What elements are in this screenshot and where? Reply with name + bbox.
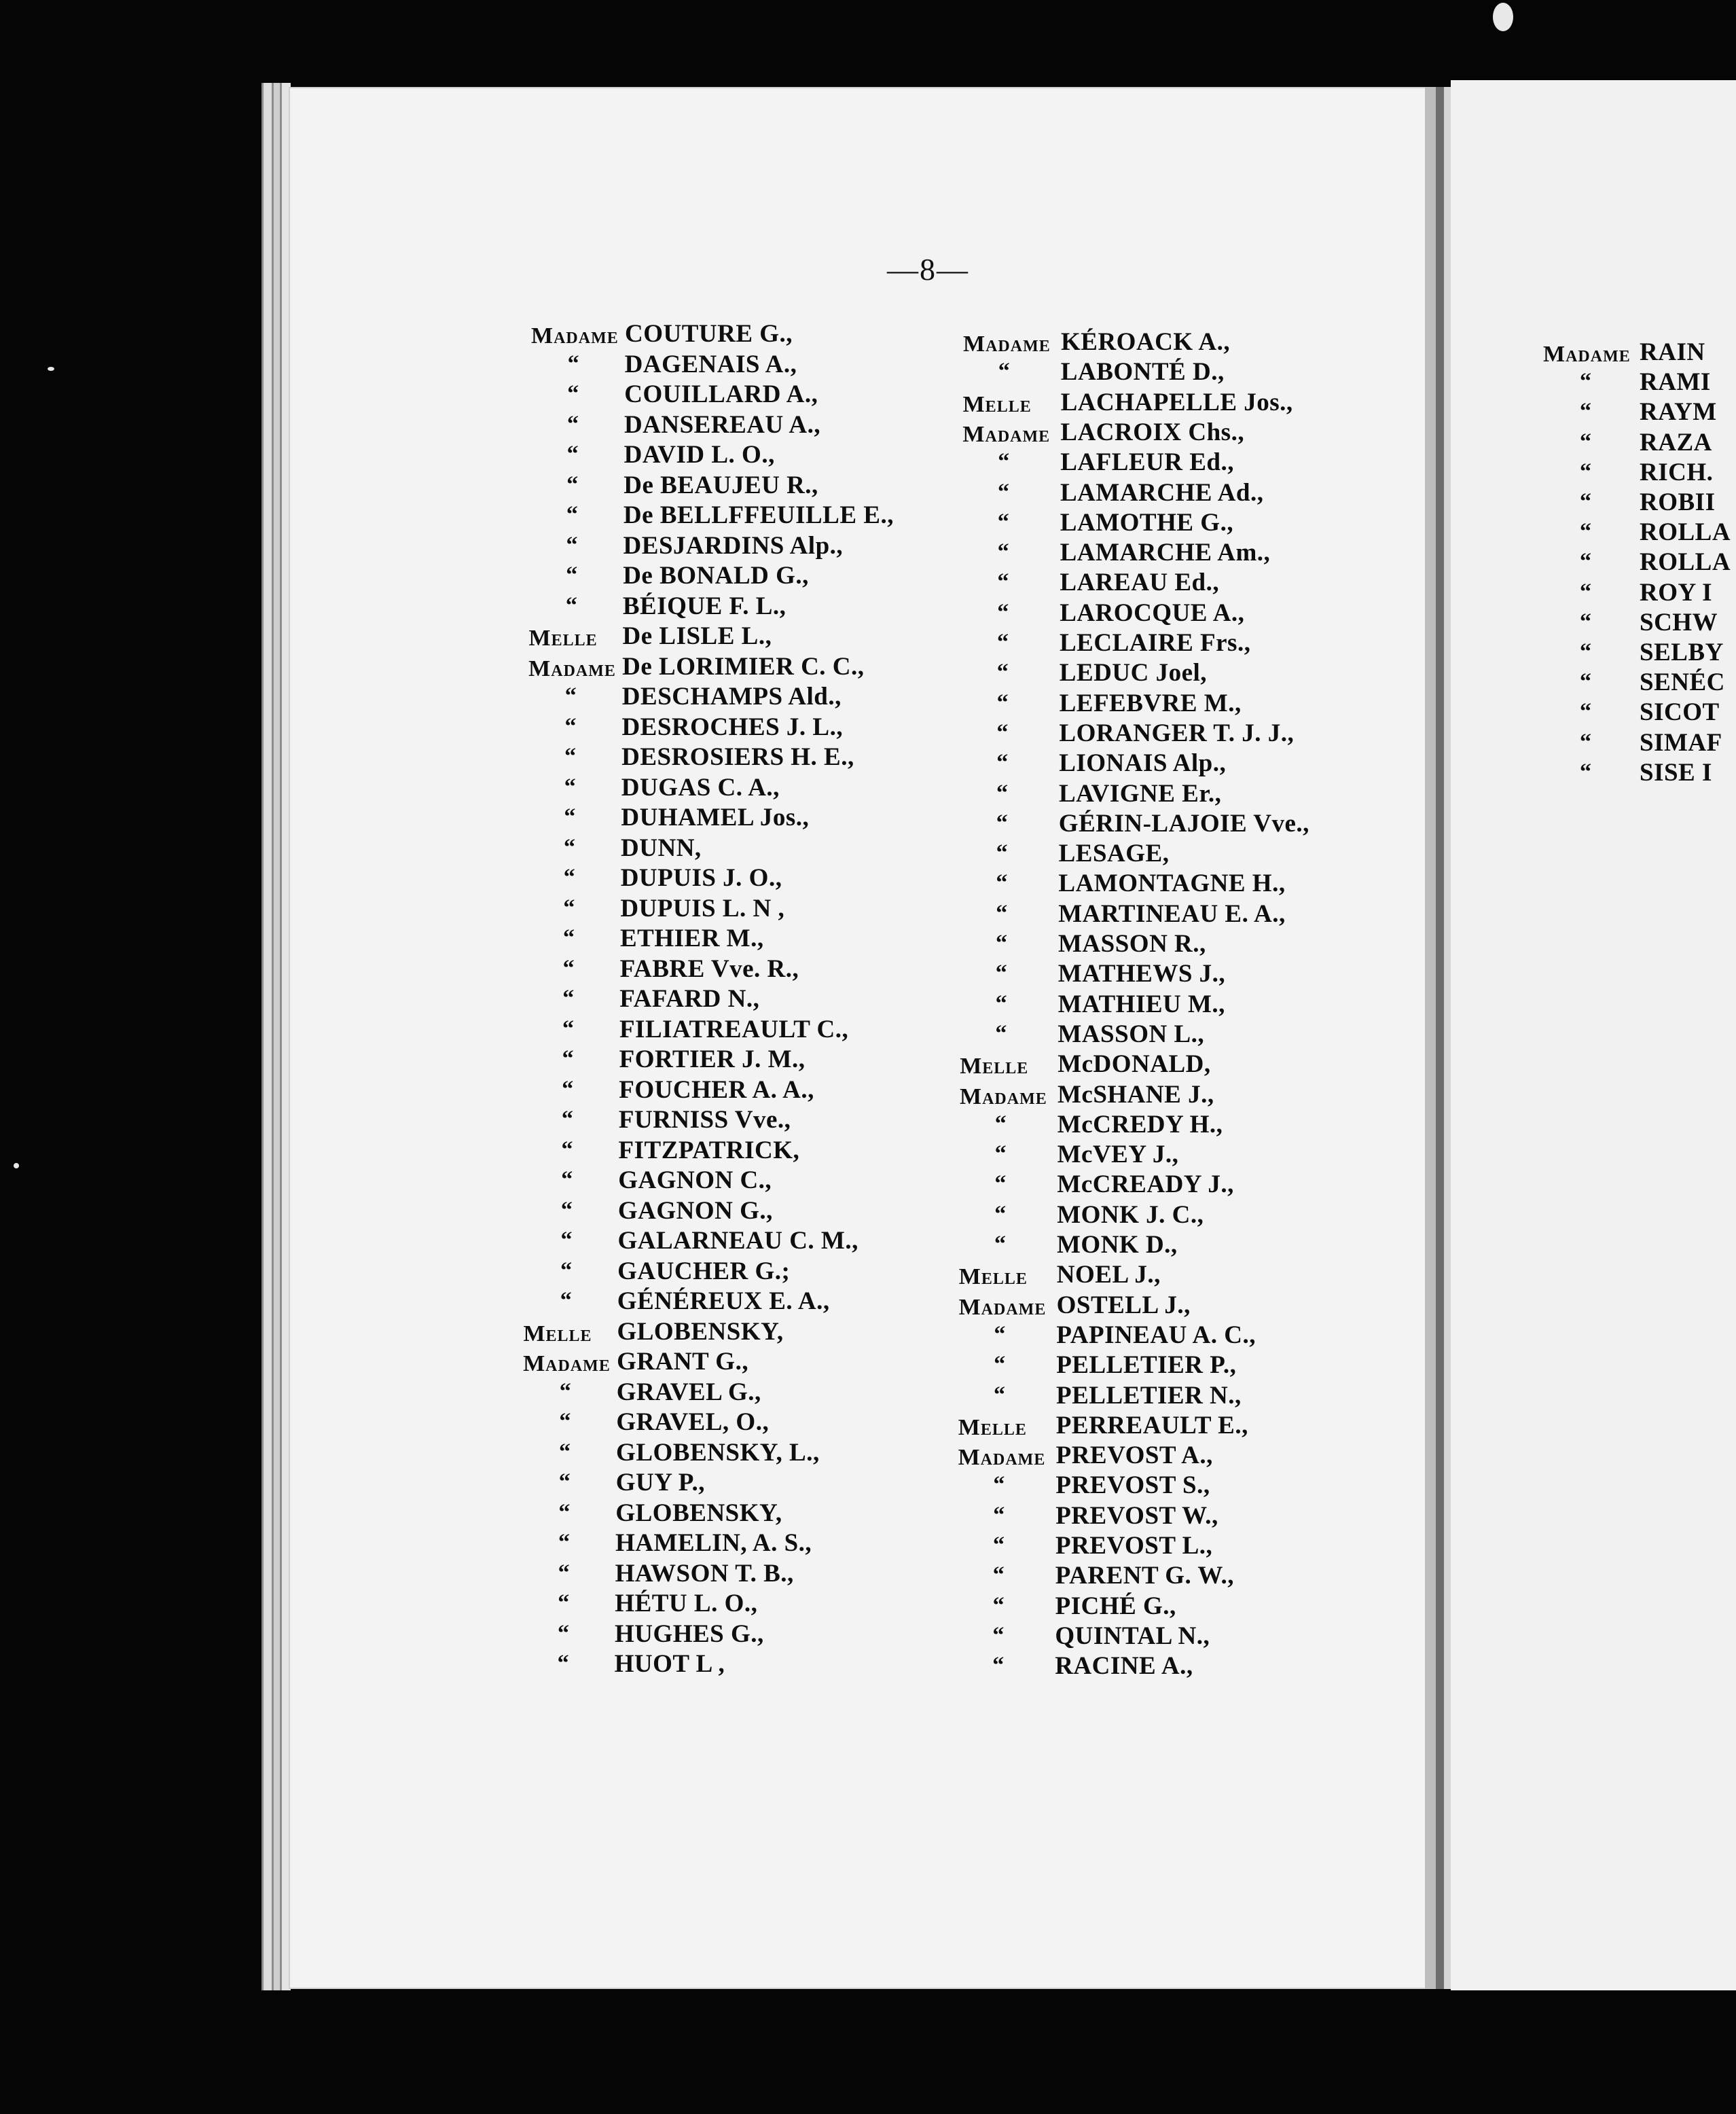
ditto-mark: “ bbox=[993, 1502, 1005, 1528]
ditto-mark: “ bbox=[1580, 399, 1591, 425]
ditto-mark: “ bbox=[557, 1651, 569, 1676]
ditto-mark: “ bbox=[994, 1171, 1007, 1197]
honorific: Madame bbox=[523, 1351, 611, 1376]
binding-gutter bbox=[1436, 87, 1444, 1989]
person-name: PREVOST L., bbox=[1055, 1532, 1213, 1560]
ditto-mark: “ bbox=[1580, 699, 1591, 725]
person-name: NOEL J., bbox=[1056, 1261, 1161, 1289]
person-name: RAYM bbox=[1640, 398, 1717, 427]
honorific: Melle bbox=[528, 626, 598, 651]
person-name: PREVOST W., bbox=[1055, 1501, 1218, 1530]
ditto-mark: “ bbox=[564, 713, 577, 739]
person-name: DUPUIS J. O., bbox=[620, 864, 782, 892]
ditto-mark: “ bbox=[992, 1592, 1005, 1618]
person-name: GUY P., bbox=[615, 1469, 705, 1497]
person-name: PELLETIER N., bbox=[1056, 1381, 1242, 1410]
ditto-mark: “ bbox=[994, 1111, 1007, 1136]
person-name: De BEAUJEU R., bbox=[623, 471, 818, 499]
person-name: LAMARCHE Ad., bbox=[1060, 478, 1264, 507]
person-name: QUINTAL N., bbox=[1055, 1622, 1210, 1650]
person-name: LIONAIS Alp., bbox=[1059, 749, 1227, 778]
ditto-mark: “ bbox=[1580, 729, 1591, 755]
person-name: LEFEBVRE M., bbox=[1059, 689, 1242, 717]
ditto-mark: “ bbox=[1580, 759, 1591, 785]
ditto-mark: “ bbox=[558, 1499, 571, 1525]
person-name: LAMARCHE Am., bbox=[1060, 539, 1271, 567]
person-name: LACROIX Chs., bbox=[1060, 418, 1245, 446]
person-name: LABONTÉ D., bbox=[1060, 358, 1225, 387]
person-name: McDONALD, bbox=[1057, 1050, 1211, 1079]
person-name: FITZPATRICK, bbox=[618, 1136, 800, 1164]
ditto-mark: “ bbox=[558, 1590, 570, 1615]
ditto-mark: “ bbox=[564, 774, 576, 800]
person-name: LAFLEUR Ed., bbox=[1060, 448, 1234, 477]
person-name: RAZA bbox=[1640, 428, 1712, 456]
person-name: SICOT bbox=[1640, 698, 1720, 727]
ditto-mark: “ bbox=[997, 630, 1009, 655]
binding-edge bbox=[1444, 87, 1451, 1989]
ditto-mark: “ bbox=[996, 900, 1008, 926]
page-number: —8— bbox=[887, 252, 969, 287]
person-name: LAMONTAGNE H., bbox=[1058, 870, 1286, 898]
ditto-mark: “ bbox=[1580, 549, 1591, 575]
person-name: FURNISS Vve., bbox=[618, 1106, 791, 1134]
ditto-mark: “ bbox=[564, 744, 577, 769]
ditto-mark: “ bbox=[1580, 429, 1591, 454]
ditto-mark: “ bbox=[994, 1201, 1007, 1227]
person-name: LACHAPELLE Jos., bbox=[1060, 388, 1293, 416]
ditto-mark: “ bbox=[1580, 519, 1591, 545]
person-name: GÉNÉREUX E. A., bbox=[617, 1287, 830, 1315]
person-name: DESCHAMPS Ald., bbox=[621, 683, 842, 711]
ditto-mark: “ bbox=[560, 1197, 573, 1223]
person-name: PICHÉ G., bbox=[1055, 1592, 1176, 1620]
ditto-mark: “ bbox=[1580, 489, 1591, 514]
ditto-mark: “ bbox=[564, 834, 576, 860]
person-name: GAUCHER G.; bbox=[617, 1257, 791, 1285]
person-name: PREVOST A., bbox=[1055, 1441, 1213, 1470]
ditto-mark: “ bbox=[994, 1321, 1006, 1347]
person-name: MASSON R., bbox=[1058, 930, 1206, 958]
ditto-mark: “ bbox=[995, 1020, 1007, 1046]
ditto-mark: “ bbox=[997, 599, 1009, 625]
ditto-mark: “ bbox=[995, 961, 1007, 986]
person-name: LEDUC Joel, bbox=[1059, 659, 1208, 687]
person-name: DUHAMEL Jos., bbox=[621, 804, 810, 831]
person-name: LECLAIRE Frs., bbox=[1060, 629, 1251, 657]
person-name: McCREDY H., bbox=[1057, 1110, 1223, 1139]
ditto-mark: “ bbox=[562, 1046, 574, 1071]
ditto-mark: “ bbox=[564, 804, 576, 829]
honorific: Madame bbox=[960, 1083, 1047, 1109]
person-name: FORTIER J. M., bbox=[619, 1045, 806, 1073]
person-name: LORANGER T. J. J., bbox=[1059, 719, 1295, 747]
ditto-mark: “ bbox=[996, 931, 1007, 956]
ditto-mark: “ bbox=[994, 1141, 1007, 1167]
person-name: ROLLA bbox=[1640, 518, 1731, 547]
ditto-mark: “ bbox=[1580, 369, 1591, 395]
honorific: Madame bbox=[531, 323, 619, 348]
person-name: FABRE Vve. R., bbox=[619, 954, 799, 983]
person-name: LAROCQUE A., bbox=[1060, 598, 1245, 627]
ditto-mark: “ bbox=[562, 955, 575, 981]
person-name: PERREAULT E., bbox=[1055, 1411, 1248, 1439]
person-name: PAPINEAU A. C., bbox=[1056, 1321, 1256, 1349]
ditto-mark: “ bbox=[997, 569, 1009, 595]
person-name: De LORIMIER C. C., bbox=[622, 652, 865, 681]
person-name: DANSEREAU A., bbox=[623, 410, 821, 439]
ditto-mark: “ bbox=[564, 683, 577, 709]
person-name: DAVID L. O., bbox=[623, 441, 775, 469]
honorific: Madame bbox=[528, 656, 616, 681]
person-name: RACINE A., bbox=[1055, 1652, 1193, 1681]
person-name: RAIN bbox=[1640, 338, 1705, 366]
ditto-mark: “ bbox=[563, 925, 575, 950]
ditto-mark: “ bbox=[566, 411, 579, 437]
person-name: RICH. bbox=[1640, 458, 1714, 486]
person-name: HUGHES G., bbox=[614, 1619, 764, 1648]
person-name: ROBII bbox=[1640, 488, 1716, 516]
ditto-mark: “ bbox=[992, 1653, 1005, 1679]
person-name: ROY I bbox=[1640, 578, 1712, 607]
person-name: DUNN, bbox=[621, 834, 702, 862]
ditto-mark: “ bbox=[561, 1167, 573, 1192]
ditto-mark: “ bbox=[563, 865, 575, 890]
person-name: LAMOTHE G., bbox=[1060, 508, 1234, 537]
ditto-mark: “ bbox=[993, 1533, 1005, 1558]
ditto-mark: “ bbox=[565, 592, 577, 618]
ditto-mark: “ bbox=[560, 1228, 573, 1253]
ditto-mark: “ bbox=[559, 1439, 571, 1465]
ditto-mark: “ bbox=[566, 562, 578, 588]
honorific: Melle bbox=[523, 1321, 592, 1346]
person-name: MARTINEAU E. A., bbox=[1058, 899, 1286, 928]
ditto-mark: “ bbox=[997, 509, 1009, 535]
person-name: McCREADY J., bbox=[1057, 1170, 1234, 1199]
person-name: DESROCHES J. L., bbox=[621, 713, 844, 741]
binding-shadow bbox=[1425, 87, 1436, 1989]
dust-speck bbox=[14, 1163, 19, 1168]
ditto-mark: “ bbox=[1580, 579, 1591, 605]
ditto-mark: “ bbox=[992, 1622, 1005, 1648]
ditto-mark: “ bbox=[557, 1620, 569, 1646]
honorific: Madame bbox=[963, 332, 1051, 357]
person-name: SENÉC bbox=[1640, 668, 1725, 697]
ditto-mark: “ bbox=[996, 719, 1009, 745]
person-name: FAFARD N., bbox=[619, 985, 760, 1013]
dust-speck bbox=[1493, 3, 1513, 31]
ditto-mark: “ bbox=[993, 1472, 1005, 1498]
honorific: Madame bbox=[958, 1445, 1046, 1471]
person-name: SISE I bbox=[1640, 758, 1712, 787]
honorific: Madame bbox=[1543, 342, 1631, 367]
ditto-mark: “ bbox=[560, 1257, 573, 1283]
ditto-mark: “ bbox=[563, 895, 575, 920]
ditto-mark: “ bbox=[566, 502, 578, 527]
dust-speck bbox=[48, 367, 54, 371]
person-name: GALARNEAU C. M., bbox=[617, 1227, 858, 1255]
ditto-mark: “ bbox=[998, 449, 1010, 475]
person-name: PREVOST S., bbox=[1055, 1471, 1210, 1500]
ditto-mark: “ bbox=[992, 1562, 1005, 1588]
honorific: Melle bbox=[958, 1264, 1028, 1290]
person-name: LAVIGNE Er., bbox=[1059, 779, 1222, 808]
ditto-mark: “ bbox=[560, 1288, 572, 1313]
ditto-mark: “ bbox=[1580, 459, 1591, 484]
ditto-mark: “ bbox=[996, 750, 1009, 776]
person-name: McVEY J., bbox=[1057, 1141, 1179, 1169]
person-name: MONK D., bbox=[1057, 1231, 1178, 1259]
ditto-mark: “ bbox=[567, 351, 579, 376]
ditto-mark: “ bbox=[996, 660, 1009, 685]
person-name: SELBY bbox=[1640, 639, 1724, 666]
honorific: Melle bbox=[962, 391, 1032, 417]
person-name: SCHW bbox=[1640, 608, 1718, 637]
person-name: PELLETIER P., bbox=[1056, 1351, 1237, 1380]
person-name: De LISLE L., bbox=[622, 622, 772, 650]
person-name: BÉIQUE F. L., bbox=[622, 592, 786, 620]
ditto-mark: “ bbox=[561, 1136, 573, 1162]
ditto-mark: “ bbox=[995, 990, 1007, 1016]
ditto-mark: “ bbox=[996, 840, 1008, 866]
person-name: GRAVEL G., bbox=[616, 1378, 761, 1406]
ditto-mark: “ bbox=[566, 471, 579, 497]
ditto-mark: “ bbox=[1580, 639, 1591, 664]
person-name: GRAVEL, O., bbox=[616, 1408, 770, 1436]
ditto-mark: “ bbox=[558, 1560, 570, 1586]
person-name: DAGENAIS A., bbox=[624, 350, 797, 378]
ditto-mark: “ bbox=[562, 1016, 574, 1041]
person-name: McSHANE J., bbox=[1057, 1080, 1214, 1109]
person-name: GLOBENSKY, bbox=[617, 1317, 784, 1346]
ditto-mark: “ bbox=[567, 381, 579, 406]
person-name: RAMI bbox=[1640, 368, 1711, 397]
person-name: MASSON L., bbox=[1057, 1020, 1205, 1048]
person-name: FILIATREAULT C., bbox=[619, 1015, 849, 1043]
person-name: DUGAS C. A., bbox=[621, 773, 780, 802]
ditto-mark: “ bbox=[566, 442, 579, 467]
person-name: LESAGE, bbox=[1058, 840, 1170, 868]
person-name: KÉROACK A., bbox=[1061, 328, 1231, 356]
person-name: GAGNON G., bbox=[617, 1196, 773, 1225]
ditto-mark: “ bbox=[561, 1107, 573, 1132]
person-name: GÉRIN-LAJOIE Vve., bbox=[1058, 809, 1309, 838]
person-name: De BELLFFEUILLE E., bbox=[623, 501, 894, 529]
person-name: HAMELIN, A. S., bbox=[615, 1529, 812, 1557]
person-name: OSTELL J., bbox=[1056, 1291, 1191, 1319]
person-name: MONK J. C., bbox=[1057, 1200, 1204, 1229]
ditto-mark: “ bbox=[998, 359, 1010, 384]
ditto-mark: “ bbox=[994, 1352, 1006, 1378]
ditto-mark: “ bbox=[994, 1382, 1005, 1408]
person-name: DESJARDINS Alp., bbox=[623, 531, 844, 560]
ditto-mark: “ bbox=[562, 1076, 574, 1102]
ditto-mark: “ bbox=[996, 689, 1009, 715]
ditto-mark: “ bbox=[996, 870, 1008, 896]
person-name: GRANT G., bbox=[617, 1348, 749, 1376]
person-name: GLOBENSKY, L., bbox=[616, 1438, 820, 1467]
honorific: Melle bbox=[958, 1414, 1027, 1440]
honorific: Madame bbox=[958, 1294, 1047, 1320]
ditto-mark: “ bbox=[996, 810, 1008, 836]
bleed-through-text bbox=[458, 487, 492, 495]
ditto-mark: “ bbox=[994, 1232, 1006, 1257]
ditto-mark: “ bbox=[559, 1378, 571, 1404]
person-name: DUPUIS L. N , bbox=[620, 894, 785, 922]
person-name: HAWSON T. B., bbox=[615, 1559, 794, 1588]
person-name: MATHIEU M., bbox=[1057, 990, 1225, 1018]
ditto-mark: “ bbox=[562, 986, 575, 1011]
person-name: ROLLA bbox=[1640, 548, 1731, 577]
ditto-mark: “ bbox=[1580, 609, 1591, 634]
ditto-mark: “ bbox=[998, 479, 1009, 505]
ditto-mark: “ bbox=[566, 532, 578, 558]
honorific: Madame bbox=[962, 421, 1051, 447]
ditto-mark: “ bbox=[997, 539, 1009, 565]
person-name: FOUCHER A. A., bbox=[619, 1075, 814, 1104]
person-name: HÉTU L. O., bbox=[615, 1590, 758, 1617]
person-name: LAREAU Ed., bbox=[1060, 569, 1220, 597]
person-name: COUILLARD A., bbox=[624, 380, 818, 408]
person-name: COUTURE G., bbox=[625, 320, 793, 348]
person-name: GAGNON C., bbox=[618, 1166, 772, 1194]
person-name: SIMAF bbox=[1640, 728, 1722, 757]
ditto-mark: “ bbox=[558, 1469, 571, 1494]
honorific: Melle bbox=[960, 1054, 1029, 1079]
ditto-mark: “ bbox=[559, 1409, 571, 1434]
person-name: ETHIER M., bbox=[620, 925, 764, 952]
ditto-mark: “ bbox=[558, 1530, 570, 1555]
person-name: DESROSIERS H. E., bbox=[621, 743, 854, 771]
person-name: PARENT G. W., bbox=[1055, 1562, 1234, 1590]
person-name: MATHEWS J., bbox=[1057, 960, 1226, 988]
left-page bbox=[289, 87, 1430, 1989]
person-name: HUOT L , bbox=[614, 1650, 725, 1678]
person-name: GLOBENSKY, bbox=[615, 1499, 782, 1527]
person-name: De BONALD G., bbox=[623, 562, 809, 590]
ditto-mark: “ bbox=[1580, 669, 1591, 695]
ditto-mark: “ bbox=[996, 780, 1008, 806]
